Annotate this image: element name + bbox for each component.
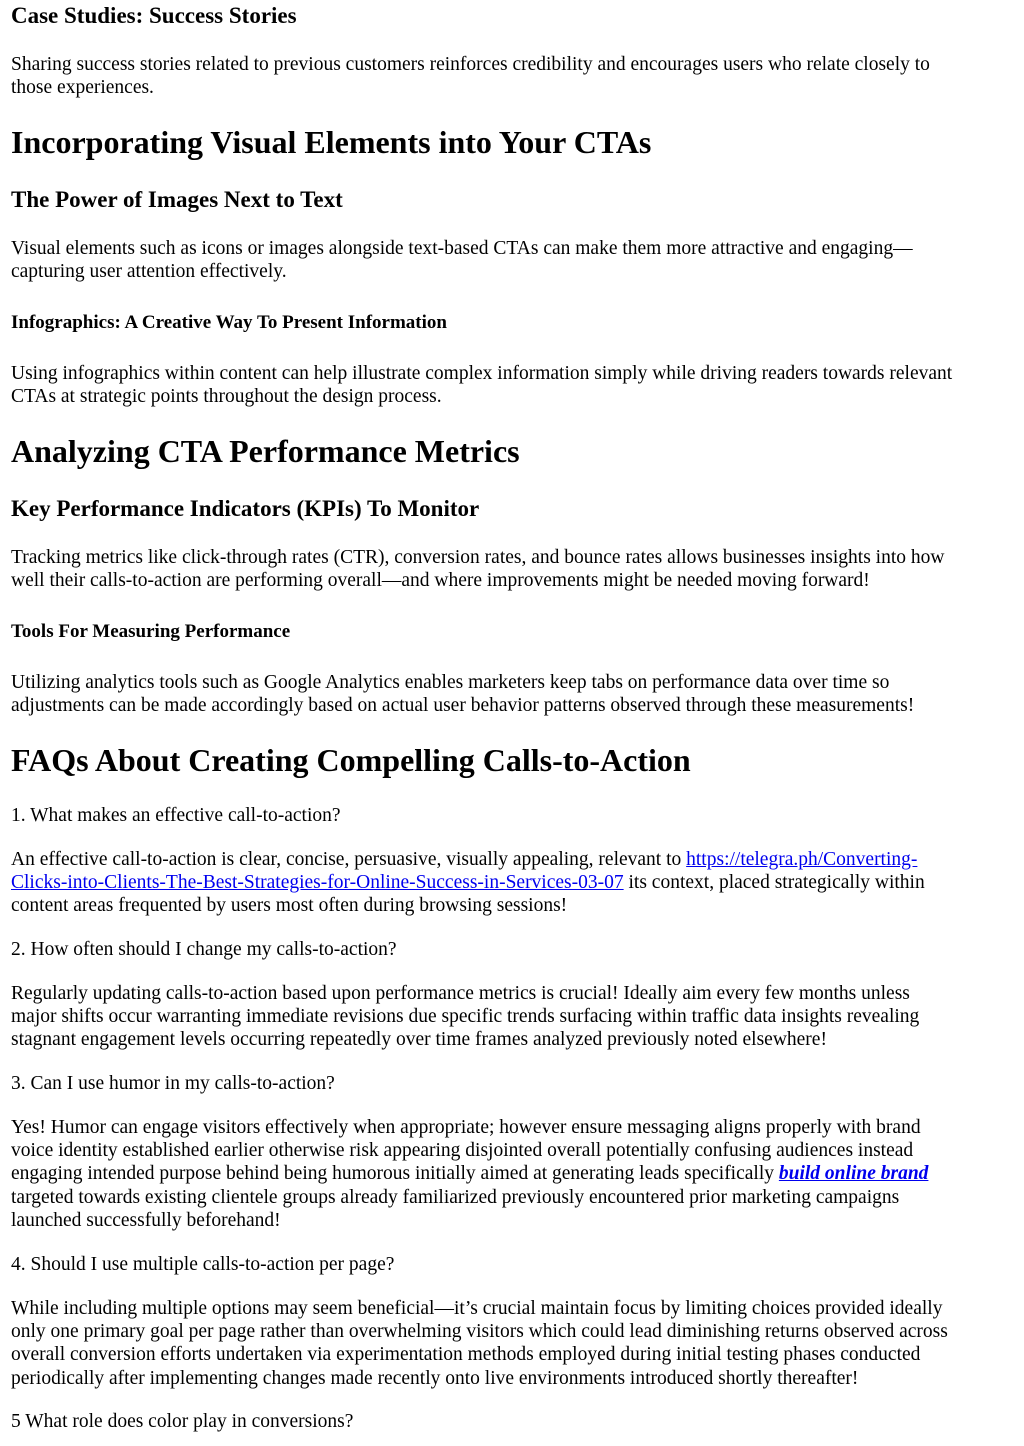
case-studies-paragraph: Sharing success stories related to previous customers reinforces credibility and encourages users who relate closely to those experiences. — [11, 54, 930, 99]
tools-paragraph: Utilizing analytics tools such as Google Analytics enables marketers keep tabs on performance data over time so adjustments can be made accordingly based on actual user behavior patterns observed through these measurements! — [11, 672, 915, 717]
faq-answer-4: While including multiple options may seem beneficial—it’s crucial maintain focus by limiting choices provided ideally only one primary goal per page rather than overwhelming visitors which could lead diminishing returns observed across overall conversion efforts undertaken via experimentation methods employed during initial testing phases conducted periodically after implementing changes made recently onto live environments introduced shortly thereafter! — [11, 1298, 948, 1389]
infographics-heading: Infographics: A Creative Way To Present Information — [11, 312, 447, 333]
telegra-article-link[interactable]: https://telegra.ph/Converting- — [686, 849, 918, 870]
faq-answer-2: Regularly updating calls-to-action based upon performance metrics is crucial! Ideally aim every few months unless major shifts occur warranting immediate revisions due specific trends surfacing within traffic data insights revealing stagnant engagement levels occurring repeatedly over time frames analyzed previously noted elsewhere! — [11, 983, 920, 1051]
faq-answer-3: Yes! Humor can engage visitors effectively when appropriate; however ensure messaging aligns properly with brand voice identity established earlier otherwise risk appearing disjointed overall potentially confusing audiences instead engaging intended purpose behind being humorous initially aimed at generating leads specifically build online brand targeted towards existing clientele groups already familiarized previously encountered prior marketing campaigns launched successfully beforehand! — [11, 1117, 929, 1231]
faq-answer-1: An effective call-to-action is clear, concise, persuasive, visually appealing, relevant to https://telegra.ph/Converting- Clicks-into-Clients-The-Best-Strategies-for-Online-Success-in-Services-03-07 its context, placed strategically within content areas frequented by users most often during browsing sessions! — [11, 849, 925, 917]
case-studies-heading: Case Studies: Success Stories — [11, 3, 297, 28]
images-paragraph: Visual elements such as icons or images alongside text-based CTAs can make them more attractive and engaging— capturing user attention effectively. — [11, 238, 913, 283]
performance-metrics-heading: Analyzing CTA Performance Metrics — [11, 433, 520, 469]
telegra-article-link-continued[interactable]: Clicks-into-Clients-The-Best-Strategies-for-Online-Success-in-Services-03-07 — [11, 872, 624, 894]
faq-question-3: 3. Can I use humor in my calls-to-action? — [11, 1073, 335, 1094]
build-online-brand-link[interactable]: build online brand — [778, 1163, 929, 1185]
tools-heading: Tools For Measuring Performance — [11, 621, 291, 642]
kpi-paragraph: Tracking metrics like click-through rates (CTR), conversion rates, and bounce rates allows businesses insights into how well their calls-to-action are performing overall—and where improvements might be needed moving forward! — [11, 547, 945, 592]
kpi-heading: Key Performance Indicators (KPIs) To Monitor — [11, 496, 480, 521]
faq-question-4: 4. Should I use multiple calls-to-action per page? — [11, 1254, 395, 1275]
faq-question-1: 1. What makes an effective call-to-action? — [11, 805, 341, 826]
faq-question-2: 2. How often should I change my calls-to-action? — [11, 939, 397, 960]
visual-elements-heading: Incorporating Visual Elements into Your CTAs — [11, 124, 652, 160]
faq-question-5: 5 What role does color play in conversions? — [11, 1411, 354, 1432]
images-next-to-text-heading: The Power of Images Next to Text — [11, 187, 343, 212]
faqs-heading: FAQs About Creating Compelling Calls-to-Action — [11, 742, 691, 778]
infographics-paragraph: Using infographics within content can help illustrate complex information simply while driving readers towards relevant CTAs at strategic points throughout the design process. — [11, 363, 953, 408]
